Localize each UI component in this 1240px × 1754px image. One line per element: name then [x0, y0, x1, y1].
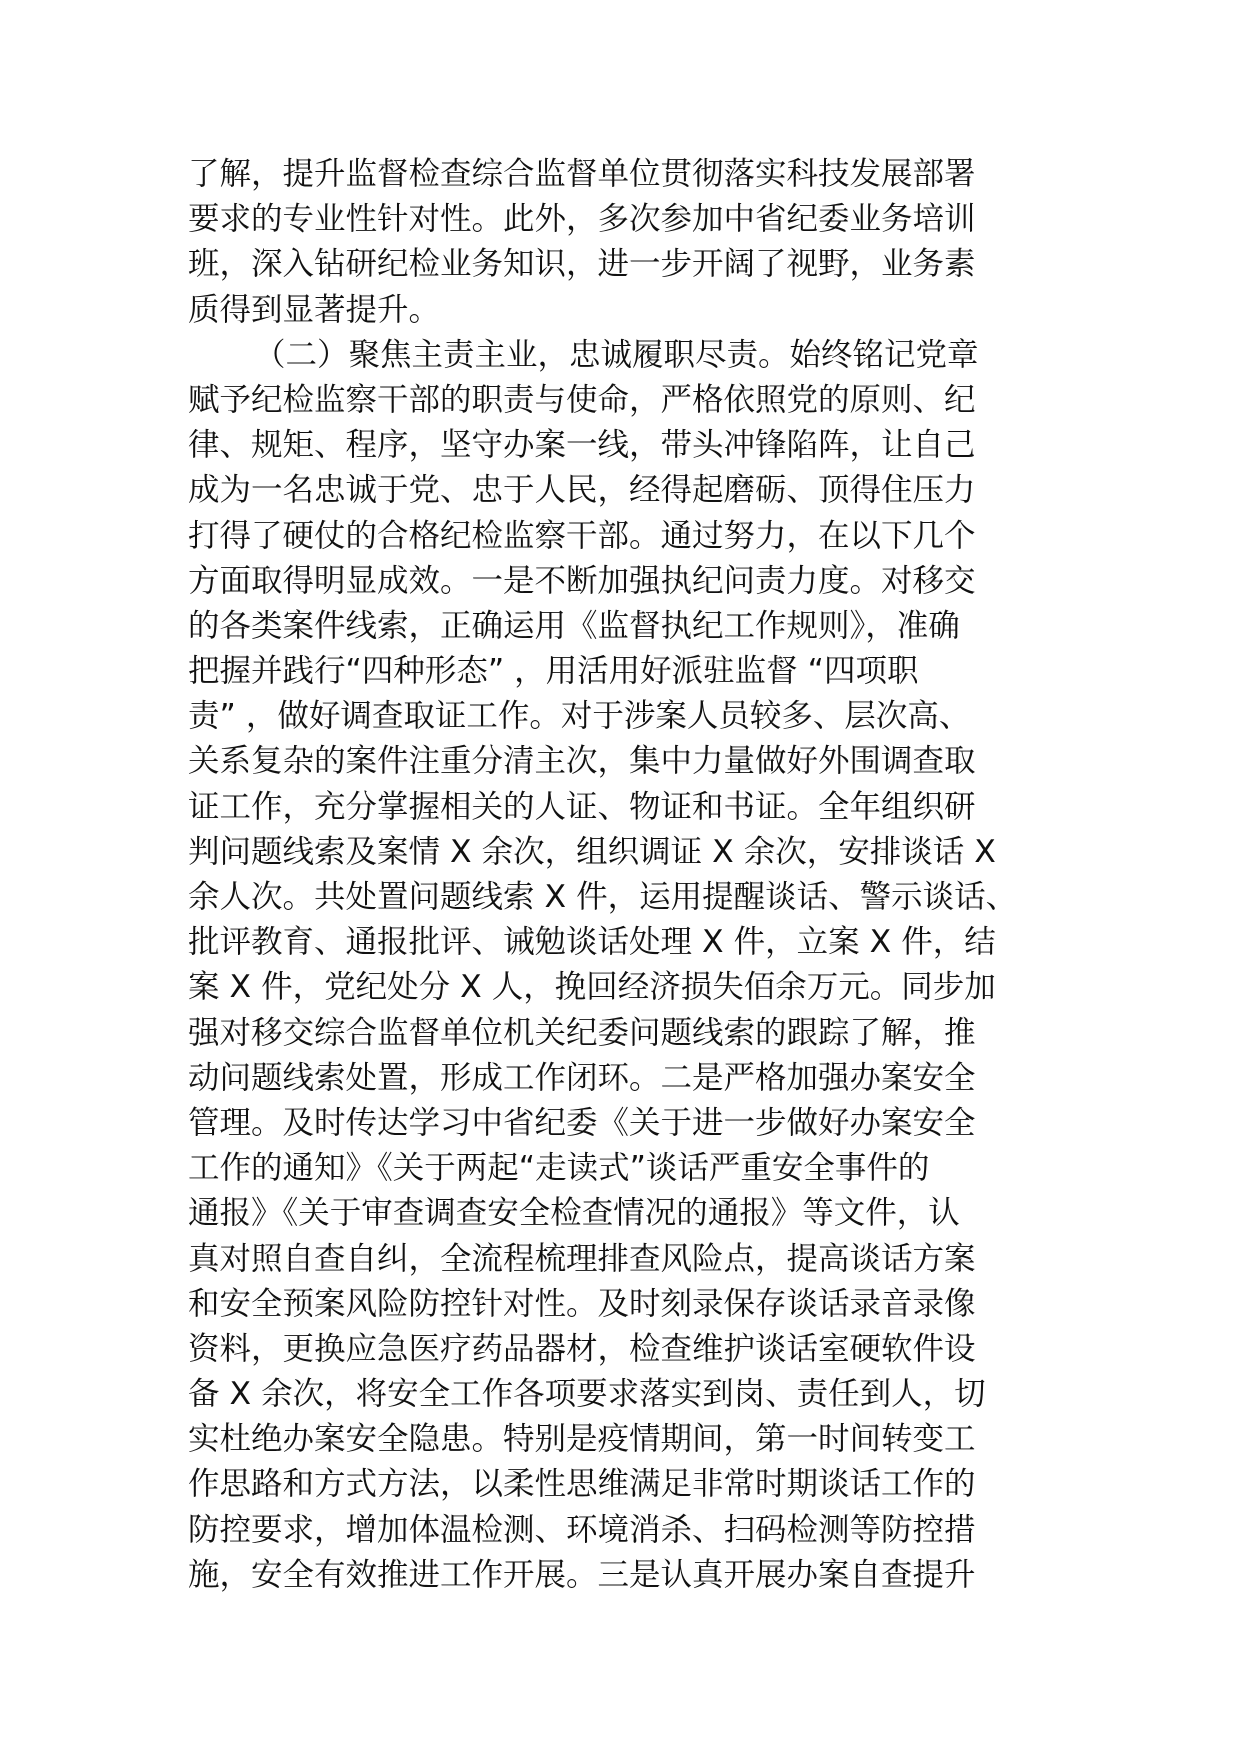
text-line: 资料，更换应急医疗药品器材，检查维护谈话室硬软件设: [188, 1330, 976, 1367]
text-line: 质得到显著提升。: [188, 291, 441, 328]
text-line: 证工作，充分掌握相关的人证、物证和书证。全年组织研: [188, 788, 976, 825]
text-line: 作思路和方式方法，以柔性思维满足非常时期谈话工作的: [188, 1466, 976, 1503]
text-line: 班，深入钻研纪检业务知识，进一步开阔了视野，业务素: [188, 246, 976, 283]
text-line: 批评教育、通报批评、诫勉谈话处理 X 件，立案 X 件，结: [188, 924, 996, 961]
text-line: 备 X 余次，将安全工作各项要求落实到岗、责任到人，切: [188, 1376, 986, 1413]
text-line: 施，安全有效推进工作开展。三是认真开展办案自查提升: [188, 1556, 976, 1593]
text-line: 把握并践行“四种形态” ，用活用好派驻监督 “四项职: [188, 653, 919, 690]
text-line: 成为一名忠诚于党、忠于人民，经得起磨砺、顶得住压力: [188, 472, 976, 509]
text-line: 和安全预案风险防控针对性。及时刻录保存谈话录音录像: [188, 1285, 976, 1322]
section-heading-line: （二）聚焦主责主业，忠诚履职尽责。始终铭记党章: [254, 336, 979, 373]
text-line: 要求的专业性针对性。此外，多次参加中省纪委业务培训: [188, 201, 976, 238]
text-line: 防控要求，增加体温检测、环境消杀、扫码检测等防控措: [188, 1511, 976, 1548]
text-line: 真对照自查自纠，全流程梳理排查风险点，提高谈话方案: [188, 1240, 976, 1277]
text-line: 案 X 件，党纪处分 X 人，挽回经济损失佰余万元。同步加: [188, 969, 996, 1006]
text-line: 管理。及时传达学习中省纪委《关于进一步做好办案安全: [188, 1104, 976, 1141]
text-line: 动问题线索处置，形成工作闭环。二是严格加强办案安全: [188, 1059, 976, 1096]
text-line: 方面取得明显成效。一是不断加强执纪问责力度。对移交: [188, 562, 976, 599]
text-line: 关系复杂的案件注重分清主次，集中力量做好外围调查取: [188, 743, 976, 780]
text-line: 赋予纪检监察干部的职责与使命，严格依照党的原则、纪: [188, 381, 976, 418]
text-line: 律、规矩、程序，坚守办案一线，带头冲锋陷阵，让自己: [188, 427, 976, 464]
text-line: 责” ，做好调查取证工作。对于涉案人员较多、层次高、: [188, 698, 971, 735]
text-line: 强对移交综合监督单位机关纪委问题线索的跟踪了解，推: [188, 1014, 976, 1051]
text-line: 的各类案件线索，正确运用《监督执纪工作规则》，准确: [188, 607, 960, 644]
text-line: 实杜绝办案安全隐患。特别是疫情期间，第一时间转变工: [188, 1421, 976, 1458]
text-line: 余人次。共处置问题线索 X 件，运用提醒谈话、警示谈话、: [188, 879, 1018, 915]
body-text: [188, 152, 1054, 1598]
text-line: 了解，提升监督检查综合监督单位贯彻落实科技发展部署: [188, 156, 976, 192]
text-line: 工作的通知》《关于两起“走读式”谈话严重安全事件的: [188, 1150, 930, 1187]
text-line: 判问题线索及案情 X 余次，组织调证 X 余次，安排谈话 X: [188, 833, 996, 870]
text-line: 打得了硬仗的合格纪检监察干部。通过努力，在以下几个: [188, 517, 976, 554]
text-line: 通报》《关于审查调查安全检查情况的通报》等文件，认: [188, 1195, 960, 1232]
